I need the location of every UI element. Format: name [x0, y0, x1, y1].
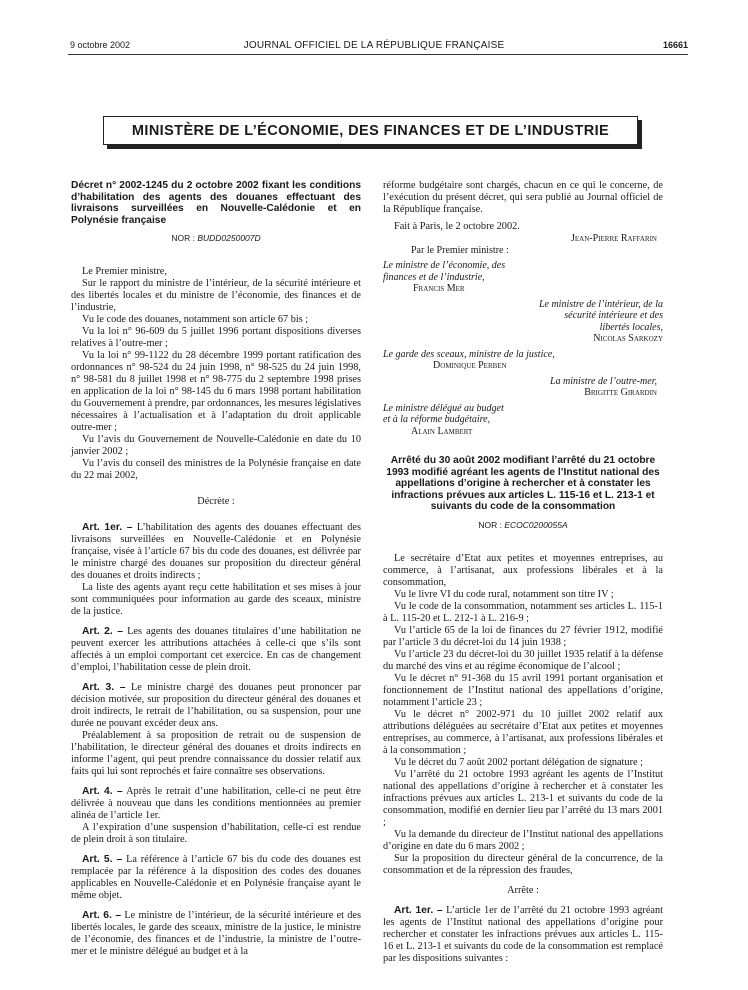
article-text: La référence à l’article 67 bis du code des douanes est remplacée par la référence à la disposition des codes des douanes applicables en Nouvelle-Calédonie et en Polynésie française ayant le même objet. [71, 854, 361, 901]
arrete-article [383, 905, 663, 965]
sig-interior-name: Nicolas Sarkozy [593, 333, 663, 344]
arrete-para: Le secrétaire d’Etat aux petites et moyennes entreprises, au commerce, à l’artisanat, aux professions libérales et à la consommation, [383, 552, 663, 588]
arrete-para: Vu le décret n° 2002-971 du 10 juillet 2002 relatif aux attributions déléguées au secrétaire d’Etat aux petites et moyennes entreprises, au commerce, à l’artisanat, aux professions libérales et à la consommation ; [383, 708, 663, 756]
arrete-para: Vu l’article 65 de la loi de finances du 27 février 1912, modifié par l’article 3 du décret-loi du 14 juin 1938 ; [383, 624, 663, 648]
sig-overseas-name: Brigitte Girardin [584, 387, 657, 398]
sig-justice-name: Dominique Perben [433, 360, 507, 371]
sig-budget-name: Alain Lambert [411, 425, 473, 437]
arrete-article-text: L’article 1er de l’arrêté du 21 octobre 1993 agréant les agents de l’Institut national des appellations d’origine pour rechercher et constater les infractions prévues aux articles L. 115-16 et L. 213-1 et suivants du code de la consommation est remplacé par les dispositions suivantes : [383, 904, 663, 964]
article [71, 786, 361, 822]
sig-overseas [383, 376, 663, 399]
arrete-para: Vu la demande du directeur de l’Institut national des appellations d’origine en date du 6 mars 2002 ; [383, 828, 663, 852]
arrete-title: Arrêté du 30 août 2002 modifiant l’arrêté du 21 octobre 1993 modifié agréant les agents de l’Institut national des appellations d’origine à rechercher et à constater les infractions prévues aux articles L. 115-16 et L. 213-1 et suivants du code de la consommation [386, 455, 660, 512]
article-text: Le ministre chargé des douanes peut prononcer par décision motivée, sur proposition du directeur général des douanes et droit indirects, le retrait de l’habilitation, ou sa suspension, pour une durée ne pouvant excéder deux ans. [71, 682, 361, 729]
decree-para: Sur le rapport du ministre de l’intérieur, de la sécurité intérieure et des libertés locales et du ministre de l’économie, des finances et de l’industrie, [71, 278, 361, 313]
article-text: Les agents des douanes titulaires d’une habilitation ne peuvent exercer les attributions attachées à celle-ci que s’ils sont affectés à un emploi comportant cet exercice. En cas de changement d’emploi, l’habilitation cesse de plein droit. [71, 626, 361, 673]
article-label: Art. 1er. – [82, 522, 133, 533]
article-label: Art. 6. – [82, 910, 122, 921]
decree-para: Le Premier ministre, [82, 266, 167, 277]
arrete-para: Vu le décret n° 91-368 du 15 avril 1991 portant organisation et fonctionnement de l’Institut national des appellations d’origine, notamment l’article 23 ; [383, 672, 663, 708]
decree-nor-code: BUDD0250007D [197, 233, 261, 243]
arrete-para: Vu le code de la consommation, notamment ses articles L. 115-1 à L. 115-20 et L. 212-1 à L. 216-9 ; [383, 600, 663, 624]
article-label: Art. 3. – [82, 682, 126, 693]
sig-budget [383, 403, 513, 438]
arrete-para: Vu l’arrêté du 21 octobre 1993 agréant les agents de l’Institut national des appellations d’origine à rechercher et à constater les infractions prévues aux articles L. 213-1 et suivants du code de la consommation, modifié en dernier lieu par l’arrêté du 13 mars 2001 ; [383, 768, 663, 828]
pm-signature: Jean-Pierre Raffarin [571, 233, 657, 244]
article-text: L’habilitation des agents des douanes effectuant des livraisons surveillées en Nouvelle-Calédonie et en Polynésie française, visée à l’article 67 bis du code des douanes, est délivrée par le ministre chargé des douanes sur proposition du directeur général des douanes et droits indirects ; [71, 522, 361, 581]
sig-economy [383, 260, 518, 295]
arrete-heading: Arrête : [507, 884, 539, 896]
article-extra: A l’expiration d’une suspension d’habilitation, celle-ci est rendue de plein droit à son titulaire. [71, 822, 361, 845]
by-pm: Par le Premier ministre : [411, 244, 509, 256]
article [71, 626, 361, 674]
page-number: 16661 [662, 40, 688, 50]
article [71, 910, 361, 958]
arrete-nor-code: ECOC0200055A [504, 519, 568, 530]
decree-continuation: réforme budgétaire sont chargés, chacun en ce qui le concerne, de l’exécution du présent décret, qui sera publié au Journal officiel de la République française. [383, 180, 663, 215]
decree-nor [71, 232, 361, 244]
sig-economy-name: Francis Mer [413, 283, 465, 294]
done-at: Fait à Paris, le 2 octobre 2002. [394, 221, 520, 232]
article-text: Le ministre de l’intérieur, de la sécurité intérieure et des libertés locales, le garde des sceaux, ministre de la justice, le ministre de l’économie, des finances et de l’industrie, la ministre de l’outre-mer et le ministre délégué au budget et à la [71, 910, 361, 957]
sig-justice-title: Le garde des sceaux, ministre de la justice, [383, 348, 555, 360]
header-date: 9 octobre 2002 [70, 40, 131, 50]
article [71, 682, 361, 730]
decree-para: Vu la loi n° 99-1122 du 28 décembre 1999 portant ratification des ordonnances n° 98-524 du 24 juin 1998, n° 98-525 du 24 juin 1998, n° 98-581 du 8 juillet 1998 et n° 98-775 du 2 septembre 1998 prises en application de la loi n° 98-145 du 6 mars 1998 portant habilitation du Gouvernement à prendre, par ordonnances, les mesures législatives nécessaires à l’actualisation et à l’adaptation du droit applicable outre-mer ; [71, 350, 361, 433]
decree-para: Vu le code des douanes, notamment son article 67 bis ; [82, 314, 309, 325]
arrete-para: Vu le décret du 7 août 2002 portant délégation de signature ; [394, 756, 644, 768]
journal-title: JOURNAL OFFICIEL DE LA RÉPUBLIQUE FRANÇAISE [243, 40, 505, 51]
sig-interior [533, 299, 663, 345]
article-label: Art. 5. – [82, 854, 123, 865]
sig-economy-title: Le ministre de l’économie, des finances et de l’industrie, [383, 260, 506, 283]
decree-para: Vu la loi n° 96-609 du 5 juillet 1996 portant dispositions diverses relatives à l’outre-mer ; [71, 326, 361, 349]
arrete-para: Vu l’article 23 du décret-loi du 30 juillet 1935 relatif à la défense du marché des vins et au régime économique de l’alcool ; [383, 648, 663, 672]
arrete-nor [383, 519, 663, 531]
left-column [71, 180, 361, 958]
arrete-nor-label: NOR : [478, 519, 502, 530]
article [71, 522, 361, 582]
sig-interior-title: Le ministre de l’intérieur, de la sécurité intérieure et des libertés locales, [538, 298, 663, 333]
article-text: Après le retrait d’une habilitation, celle-ci ne peut être délivrée à nouveau que dans les conditions mentionnées au premier alinéa de l’article 1er. [71, 786, 361, 821]
article-extra: Préalablement à sa proposition de retrait ou de suspension de l’habilitation, le directeur général des douanes et droits indirects en informe l’agent, qui peut prendre connaissance du dossier relatif aux faits qui lui sont reprochés et faire connaître ses observations. [71, 730, 361, 777]
decree-nor-label: NOR : [171, 233, 195, 243]
decree-title: Décret n° 2002-1245 du 2 octobre 2002 fixant les conditions d’habilitation des agents des douanes effectuant des livraisons surveillées en Nouvelle-Calédonie et en Polynésie française [71, 180, 361, 226]
article-label: Art. 2. – [82, 626, 123, 637]
decrete-heading: Décrète : [197, 496, 235, 507]
decree-para: Vu l’avis du Gouvernement de Nouvelle-Calédonie en date du 10 janvier 2002 ; [71, 434, 361, 457]
arrete-para: Sur la proposition du directeur général de la concurrence, de la consommation et de la répression des fraudes, [383, 852, 663, 876]
decree-para: Vu l’avis du conseil des ministres de la Polynésie française en date du 22 mai 2002, [71, 458, 361, 481]
arrete-article-label: Art. 1er. – [394, 904, 443, 916]
sig-justice [383, 349, 663, 372]
article-extra: La liste des agents ayant reçu cette habilitation et ses mises à jour sont communiquées pour information au garde des sceaux, ministre de la justice. [71, 582, 361, 617]
arrete-para: Vu le livre VI du code rural, notamment son titre IV ; [394, 588, 614, 600]
header-rule [68, 54, 688, 55]
ministry-banner: MINISTÈRE DE L’ÉCONOMIE, DES FINANCES ET DE L’INDUSTRIE [103, 116, 638, 145]
right-column [383, 180, 663, 965]
sig-overseas-title: La ministre de l’outre-mer, [549, 375, 657, 387]
article-label: Art. 4. – [82, 786, 123, 797]
sig-budget-title: Le ministre délégué au budget et à la réforme budgétaire, [383, 402, 504, 425]
article [71, 854, 361, 902]
